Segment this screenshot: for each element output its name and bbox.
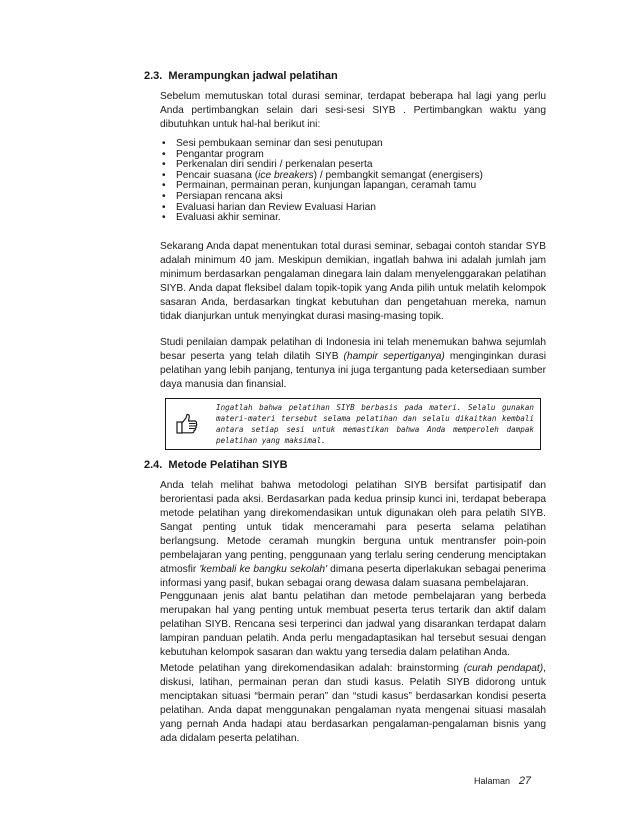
section-23-para2-text [160, 336, 546, 392]
bullet-icon: • [162, 148, 166, 160]
section-24-paragraph-2 [160, 590, 546, 660]
list-item-text: Evaluasi akhir seminar. [176, 212, 281, 224]
section-23-intro [160, 90, 546, 132]
section-23-para1-text: Sekarang Anda dapat menentukan total durasi seminar, sebagai contoh standar SYB adalah minimum 40 jam. Meskipun demikian, ingatlah bahwa ini adalah jumlah jam minimum berdasarkan pengalaman dinegara lain dalam menyelenggarakan pelatihan SIYB. Anda dapat fleksibel dalam topik-topik yang Anda pilih untuk melatih kelompok sasaran Anda, berdasarkan tingkat kebutuhan dan pengetahuan mereka, namun tidak dianjurkan untuk menyingkat durasi masing-masing topik. [160, 241, 546, 322]
section-24-para2-text: Penggunaan jenis alat bantu pelatihan dan metode pembelajaran yang berbeda merupakan hal yang penting untuk membuat peserta terus tertarik dan aktif dalam pelatihan SIYB. Rencana sesi terperinci dan jadwal yang disarankan terdapat dalam lampiran panduan pelatih. Anda perlu mengadaptasikan hal tersebut sesuai dengan kebutuhan kelompok sasaran dan waktu yang tersedia dalam pelatihan Anda. [160, 591, 546, 658]
section-23-number: 2.3. [144, 70, 163, 82]
bullet-icon: • [162, 169, 166, 181]
list-item-text-pre: Pencair suasana ( [176, 169, 259, 181]
section-24-paragraph-3 [160, 662, 546, 746]
list-item-text: Evaluasi harian dan Review Evaluasi Harian [176, 201, 376, 213]
page-footer [474, 775, 531, 787]
thumbs-up-hand-icon [175, 412, 199, 436]
section-23-paragraph-2 [160, 336, 546, 392]
schedule-items-list [160, 139, 546, 224]
section-24-title: Metode Pelatihan SIYB [168, 459, 288, 471]
para-text-pre: Metode pelatihan yang direkomendasikan adalah: brainstorming [160, 663, 464, 674]
section-23-heading [144, 70, 338, 82]
para-text-emphasis: 'kembali ke bangku sekolah' [199, 564, 328, 575]
section-24-para3-text [160, 662, 546, 746]
list-item-text: Sesi pembukaan seminar dan sesi penutupan [176, 138, 383, 149]
para-text-post: , diskusi, latihan, permainan peran dan studi kasus. Pelatih SIYB didorong untuk menciptakan situasi “bermain peran” dan “studi kasus” berdasarkan kondisi peserta pelatihan. Anda dapat menggunakan pengalaman nyata mengenai situasi masalah yang pernah Anda hadapi atau berdasarkan pengalaman-pengalaman bisnis yang ada didalam peserta pelatihan. [160, 663, 546, 744]
para-text-pre: Anda telah melihat bahwa metodologi pelatihan SIYB bersifat partisipatif dan berorientasi pada aksi. Berdasarkan pada kedua prinsip kunci ini, terdapat beberapa metode pelatihan yang direkomendasikan untuk digunakan oleh para pelatih SIYB. Sangat penting untuk tidak menceramahi para peserta selama pelatihan berlangsung. Metode ceramah mungkin berguna untuk mentransfer poin-poin pembelajaran yang penting, penggunaan yang terlalu sering cenderung menciptakan atmosfir [160, 480, 546, 575]
list-item-text: Pengantar program [176, 148, 264, 160]
bullet-icon: • [162, 212, 166, 224]
section-23-paragraph-1 [160, 240, 546, 324]
list-item-text: Permainan, permainan peran, kunjungan lapangan, ceramah tamu [176, 180, 477, 192]
para-text-pre: Studi penilaian dampak pelatihan di Indonesia ini telah menemukan bahwa sejumlah besar peserta yang telah dilatih SIYB [160, 337, 546, 362]
note-box [165, 398, 541, 450]
bullet-icon: • [162, 138, 166, 149]
section-23-intro-text: Sebelum memutuskan total durasi seminar, terdapat beberapa hal lagi yang perlu Anda pertimbangkan selain dari sesi-sesi SIYB . Pertimbangkan waktu yang dibutuhkan untuk hal-hal berikut ini: [160, 91, 546, 130]
page-label: Halaman [474, 776, 511, 786]
para-text-emphasis: (curah pendapat) [463, 663, 544, 674]
note-text: Ingatlah bahwa pelatihan SIYB berbasis pada materi. Selalu gunakan materi-materi tersebut selama pelatihan dan selalu dikaitkan kembali antara setiap sesi untuk memastikan bahwa Anda memperoleh dampak pelatihan yang maksimal. [216, 403, 534, 445]
list-item [160, 213, 546, 224]
section-24-number: 2.4. [144, 459, 163, 471]
section-24-paragraph-1 [160, 479, 546, 591]
section-23-title: Merampungkan jadwal pelatihan [168, 70, 338, 82]
para-text-emphasis: (hampir sepertiganya) [343, 351, 445, 362]
bullet-icon: • [162, 201, 166, 213]
section-24-para1-text [160, 479, 546, 591]
list-item-text: Persiapan rencana aksi [176, 190, 283, 202]
para-text-post: menginginkan durasi pelatihan yang lebih panjang, tentunya ini juga tergantung pada ketersediaan sumber daya manusia dan finansial. [160, 351, 547, 390]
list-item-text-emphasis: ice breakers [258, 169, 314, 181]
list-item-text-post: ) / pembangkit semangat (energisers) [313, 169, 483, 181]
page-number: 27 [518, 775, 532, 787]
para-text-post: dimana peserta diperlakukan sebagai penerima informasi yang pasif, bukan sebagai orang dewasa dalam suasana pembelajaran. [160, 564, 546, 589]
bullet-icon: • [162, 190, 166, 202]
list-item-text: Perkenalan diri sendiri / perkenalan peserta [176, 159, 373, 171]
bullet-icon: • [162, 180, 166, 192]
bullet-icon: • [162, 159, 166, 171]
section-24-heading [144, 459, 288, 471]
